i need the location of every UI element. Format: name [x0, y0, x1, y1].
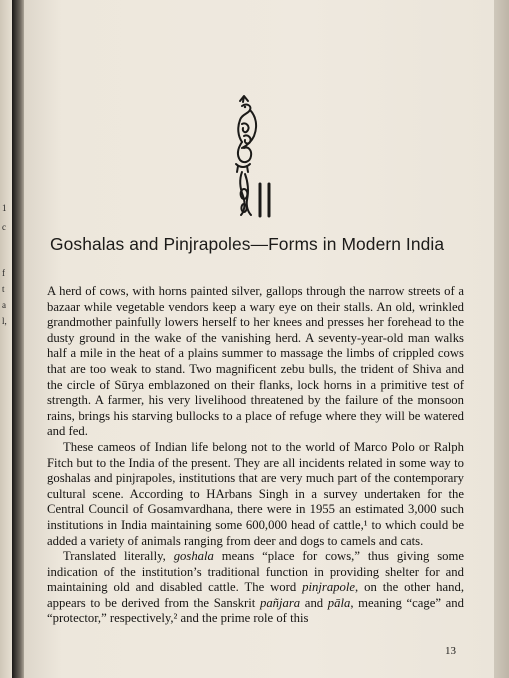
page-edge — [494, 0, 509, 678]
facing-page-fragment: t — [2, 284, 5, 294]
page-number: 13 — [445, 645, 456, 657]
paragraph: Translated literally, goshala means “place for cows,” thus giving some indication of the institution’s traditional function in providing shelter for and maintaining old and disabled cattle. The word pinjrapole, on the other hand, appears to be derived from the Sanskrit pañjara and pāla, meaning “cage” and “protector,” respectively,² and the prime role of this — [47, 549, 464, 626]
paragraph: A herd of cows, with horns painted silver, gallops through the narrow streets of a bazaar while vegetable vendors keep a wary eye on their stalls. An old, wrinkled grandmother painfully lowers herself to her knees and presses her forehead to the dusty ground in the wake of the vanishing herd. A seventy-year-old man walks half a mile in the heat of a plains summer to massage the limbs of crippled cows that are too weak to stand. Two magnificent zebu bulls, the trident of Shiva and the circle of Sūrya emblazoned on their flanks, lock horns in a primitive test of strength. A farmer, his very livelihood threatened by the failure of the monsoon rains, brings his starving bullocks to a place of refuge where they will be watered and fed. — [47, 284, 464, 439]
facing-page-fragment: f — [2, 268, 5, 278]
book-page — [24, 0, 494, 678]
paragraph: These cameos of Indian life belong not to the world of Marco Polo or Ralph Fitch but to the India of the present. They are all incidents related in some way to goshalas and pinjrapoles, institutions that are very much part of the contemporary cultural scene. According to HArbans Singh in a survey undertaken for the Central Council of Gosamvardhana, there were in 1955 an estimated 3,000 such institutions in India maintaining some 600,000 head of cattle,¹ to which could be added a variety of animals ranging from deer and dogs to camels and cats. — [47, 439, 464, 548]
facing-page-fragment: a — [2, 300, 6, 310]
facing-page-fragments — [0, 0, 12, 678]
chapter-title: Goshalas and Pinjrapoles—Forms in Modern India — [50, 234, 445, 254]
facing-page-fragment: c — [2, 222, 6, 232]
peacock-ornament-icon — [220, 92, 290, 218]
body-text — [47, 284, 464, 627]
facing-page-fragment: 1 — [2, 203, 7, 213]
facing-page-fragment: l, — [2, 316, 7, 326]
